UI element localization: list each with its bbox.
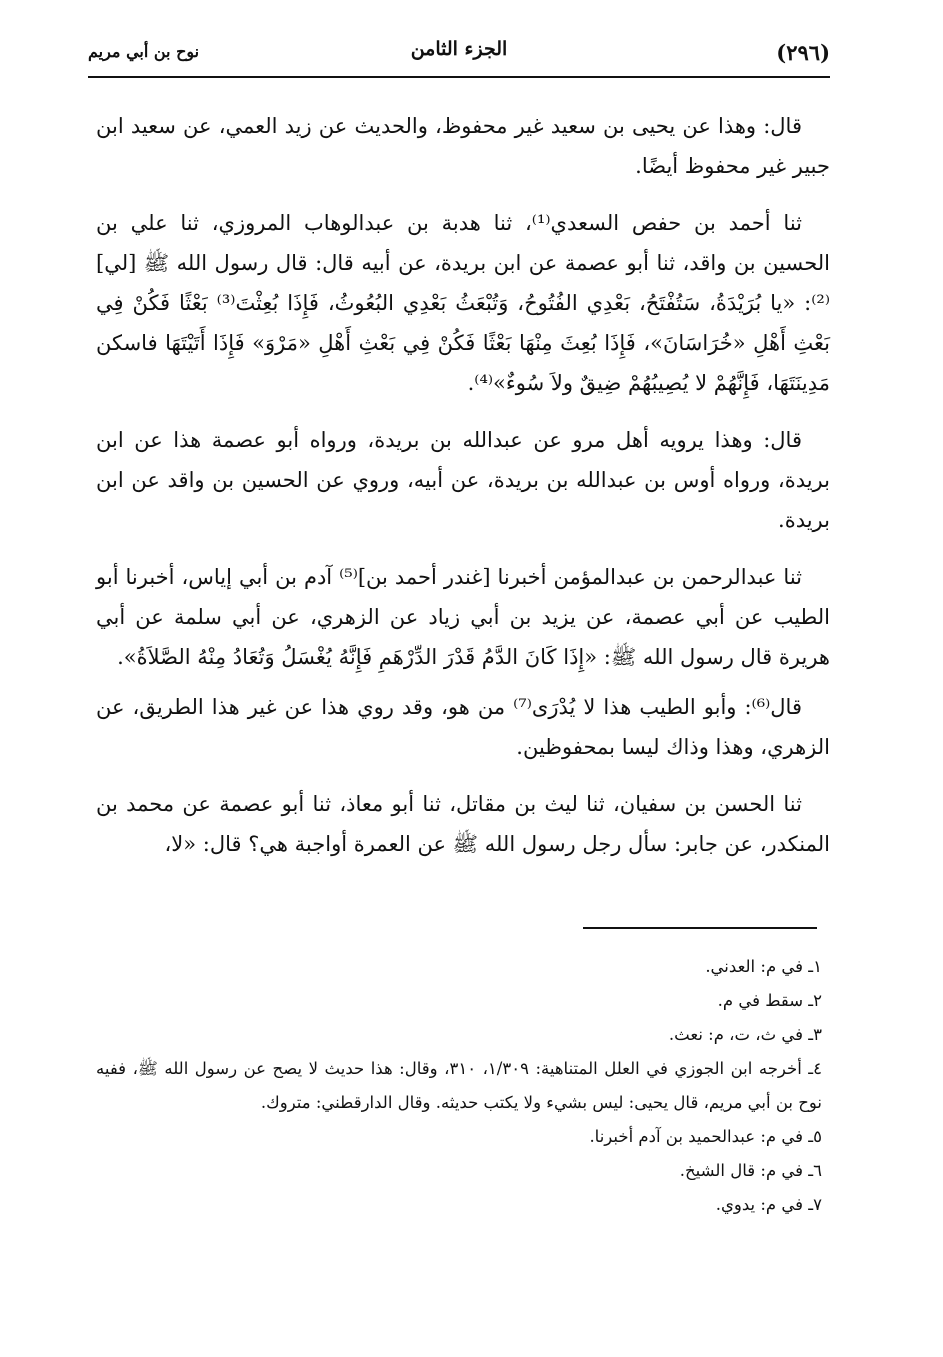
footnote: ٢ـ سقط في م.	[717, 991, 822, 1010]
footnote: ٣ـ في ث، ت، م: نعث.	[668, 1025, 822, 1044]
part-title: الجزء الثامن	[410, 38, 508, 60]
header-rule	[88, 76, 830, 78]
footnote: ٤ـ أخرجه ابن الجوزي في العلل المتناهية: ١/٣٠٩، ٣١٠، وقال: هذا حديث لا يصح عن رسول الله ﷺ، ففيه نوح بن أبي مريم، قال يحيى: ليس بشيء ولا يكتب حديثه. وقال الدارقطني: متروك.	[96, 1059, 823, 1112]
footnotes	[96, 950, 822, 1222]
footnote: ٦ـ في م: قال الشيخ.	[679, 1161, 822, 1180]
paragraph: قال⁽⁶⁾: وأبو الطيب هذا لا يُدْرَى⁽⁷⁾ من هو، وقد روي هذا عن غير هذا الطريق، عن الزهري، وهذا وذاك ليسا بمحفوظين.	[96, 695, 830, 759]
paragraph: قال: وهذا يرويه أهل مرو عن عبدالله بن بريدة، ورواه أبو عصمة هذا عن ابن بريدة، ورواه أوس بن عبدالله بن بريدة، عن أبيه، وروي عن الحسين بن واقد عن ابن بريدة.	[96, 428, 830, 532]
paragraph: ثنا أحمد بن حفص السعدي⁽¹⁾، ثنا هدبة بن عبدالوهاب المروزي، ثنا علي بن الحسين بن واقد، ثنا أبو عصمة عن ابن بريدة، عن أبيه قال: قال رسول الله ﷺ [لي]⁽²⁾: «يا بُرَيْدَةُ، سَتُفْتَحُ، بَعْدِي الفُتُوحُ، وَتُبْعَثُ بَعْدِي البُعُوثُ، فَإِذَا بُعِثْتَ⁽³⁾ بَعْثًا فَكُنْ فِي بَعْثِ أَهْلِ «خُرَاسَانَ»، فَإِذَا بُعِثَ مِنْهَا بَعْثًا فَكُنْ فِي بَعْثِ أَهْلِ «مَرْوَ» فَإِذَا أَتَيْتَهَا فاسكن مَدِينَتَهَا، فَإِنَّهُمْ لا يُصِيبُهُمْ ضِيقٌ ولاَ سُوءٌ»⁽⁴⁾.	[96, 211, 831, 395]
footnote-separator	[583, 927, 817, 929]
page-number: (٢٩٦)	[776, 40, 830, 65]
main-text	[96, 106, 830, 881]
footnote: ٧ـ في م: يدوي.	[715, 1195, 822, 1214]
running-title: نوح بن أبي مريم	[88, 42, 200, 61]
paragraph: قال: وهذا عن يحيى بن سعيد غير محفوظ، والحديث عن زيد العمي، عن سعيد ابن جبير غير محفوظ أيضًا.	[96, 114, 830, 178]
paragraph: ثنا عبدالرحمن بن عبدالمؤمن أخبرنا [غندر أحمد بن]⁽⁵⁾ آدم بن أبي إياس، أخبرنا أبو الطيب عن أبي عصمة، عن يزيد بن أبي زياد عن الزهري، عن أبي سلمة عن أبي هريرة قال رسول الله ﷺ: «إِذَا كَانَ الدَّمُ قَدْرَ الدِّرْهَمِ فَإِنَّهُ يُغْسَلُ وَتُعَادُ مِنْهُ الصَّلاَةُ».	[96, 565, 830, 669]
footnote: ٥ـ في م: عبدالحميد بن آدم أخبرنا.	[589, 1127, 822, 1146]
paragraph: ثنا الحسن بن سفيان، ثنا ليث بن مقاتل، ثنا أبو معاذ، ثنا أبو عصمة عن محمد بن المنكدر، عن جابر: سأل رجل رسول الله ﷺ عن العمرة أواجبة هي؟ قال: «لا،	[96, 792, 830, 856]
footnote: ١ـ في م: العدني.	[705, 957, 822, 976]
page-header	[88, 36, 830, 78]
